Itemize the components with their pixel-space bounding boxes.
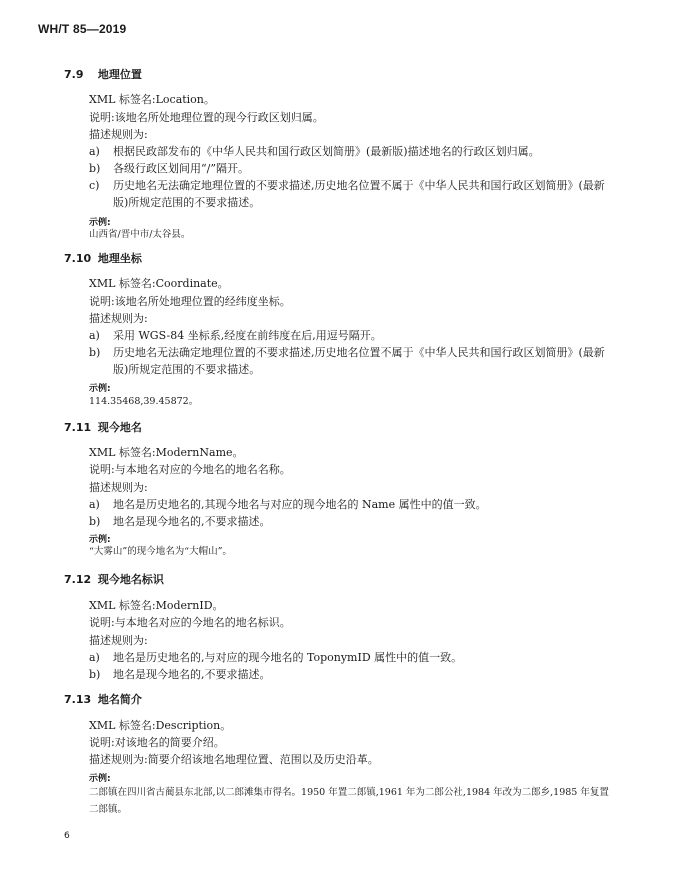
example-text: 二郎镇在四川省古蔺县东北部,以二郎滩集市得名。1950 年置二郎镇,1961 年为二郎公社,1984 年改为二郎乡,1985 年复置二郎镇。 — [89, 787, 609, 815]
section-heading — [64, 571, 164, 587]
section-heading — [64, 66, 142, 82]
list-item-text: 根据民政部发布的《中华人民共和国行政区划简册》(最新版)描述地名的行政区划归属。 — [113, 145, 540, 158]
list-item — [89, 344, 609, 378]
xml-tag-line: XML 标签名:Location。 — [89, 93, 215, 106]
list-item — [89, 327, 609, 344]
xml-tag-line: XML 标签名:ModernName。 — [89, 446, 244, 459]
description-line: 说明:与本地名对应的今地名的地名标识。 — [89, 616, 291, 629]
list-marker: b) — [89, 668, 101, 681]
list-marker: c) — [89, 179, 100, 192]
description-line: 说明:对该地名的简要介绍。 — [89, 736, 225, 749]
rule-line: 描述规则为: — [89, 312, 148, 325]
example-text: 114.35468,39.45872。 — [89, 396, 199, 407]
section-heading — [64, 250, 142, 266]
list-marker: b) — [89, 515, 101, 528]
rule-line: 描述规则为: — [89, 634, 148, 647]
section-title: 现今地名 — [97, 421, 142, 434]
list-marker: a) — [89, 651, 100, 664]
description-line: 说明:该地名所处地理位置的经纬度坐标。 — [89, 295, 291, 308]
section-number: 7.12 — [64, 573, 92, 586]
section-number: 7.9 — [64, 68, 84, 81]
rule-line: 描述规则为: — [89, 481, 148, 494]
list-marker: a) — [89, 145, 100, 158]
example-text: 山西省/晋中市/太谷县。 — [89, 229, 191, 240]
list-item-text: 地名是现今地名的,不要求描述。 — [113, 515, 271, 528]
list-item — [89, 160, 609, 177]
list-item — [89, 666, 609, 683]
list-item — [89, 513, 609, 530]
list-marker: b) — [89, 162, 101, 175]
list-item — [89, 177, 609, 211]
list-item-text: 地名是历史地名的,其现今地名与对应的现今地名的 Name 属性中的值一致。 — [113, 498, 487, 511]
standard-code-header: WH/T 85—2019 — [38, 22, 127, 36]
section-title: 现今地名标识 — [97, 573, 164, 586]
section-heading — [64, 691, 142, 707]
xml-tag-line: XML 标签名:Coordinate。 — [89, 277, 229, 290]
list-item — [89, 496, 609, 513]
list-marker: a) — [89, 498, 100, 511]
xml-tag-line: XML 标签名:Description。 — [89, 719, 232, 732]
list-item-text: 历史地名无法确定地理位置的不要求描述,历史地名位置不属于《中华人民共和国行政区划简册》(最新版)所规定范围的不要求描述。 — [113, 179, 605, 209]
example-label: 示例: — [89, 218, 111, 228]
section-title: 地理位置 — [97, 68, 142, 81]
rule-line: 描述规则为: — [89, 128, 148, 141]
example-label: 示例: — [89, 774, 111, 784]
rule-line: 描述规则为:简要介绍该地名地理位置、范围以及历史沿革。 — [89, 753, 379, 766]
list-item-text: 历史地名无法确定地理位置的不要求描述,历史地名位置不属于《中华人民共和国行政区划简册》(最新版)所规定范围的不要求描述。 — [113, 346, 605, 376]
list-item — [89, 143, 609, 160]
list-item-text: 采用 WGS-84 坐标系,经度在前纬度在后,用逗号隔开。 — [113, 329, 382, 342]
section-number: 7.13 — [64, 693, 92, 706]
section-heading — [64, 419, 142, 435]
section-number: 7.10 — [64, 252, 92, 265]
xml-tag-line: XML 标签名:ModernID。 — [89, 599, 224, 612]
example-label: 示例: — [89, 535, 111, 545]
list-marker: b) — [89, 346, 101, 359]
page-number: 6 — [64, 831, 70, 841]
section-title: 地名简介 — [97, 693, 142, 706]
list-item-text: 地名是历史地名的,与对应的现今地名的 ToponymID 属性中的值一致。 — [113, 651, 463, 664]
section-title: 地理坐标 — [97, 252, 142, 265]
list-marker: a) — [89, 329, 100, 342]
list-item-text: 地名是现今地名的,不要求描述。 — [113, 668, 271, 681]
list-item — [89, 649, 609, 666]
list-item-text: 各级行政区划间用“/”隔开。 — [113, 162, 249, 175]
example-text: “大雾山”的现今地名为“大帽山”。 — [89, 546, 232, 557]
description-line: 说明:与本地名对应的今地名的地名名称。 — [89, 463, 291, 476]
description-line: 说明:该地名所处地理位置的现今行政区划归属。 — [89, 111, 324, 124]
example-label: 示例: — [89, 384, 111, 394]
section-number: 7.11 — [64, 421, 92, 434]
